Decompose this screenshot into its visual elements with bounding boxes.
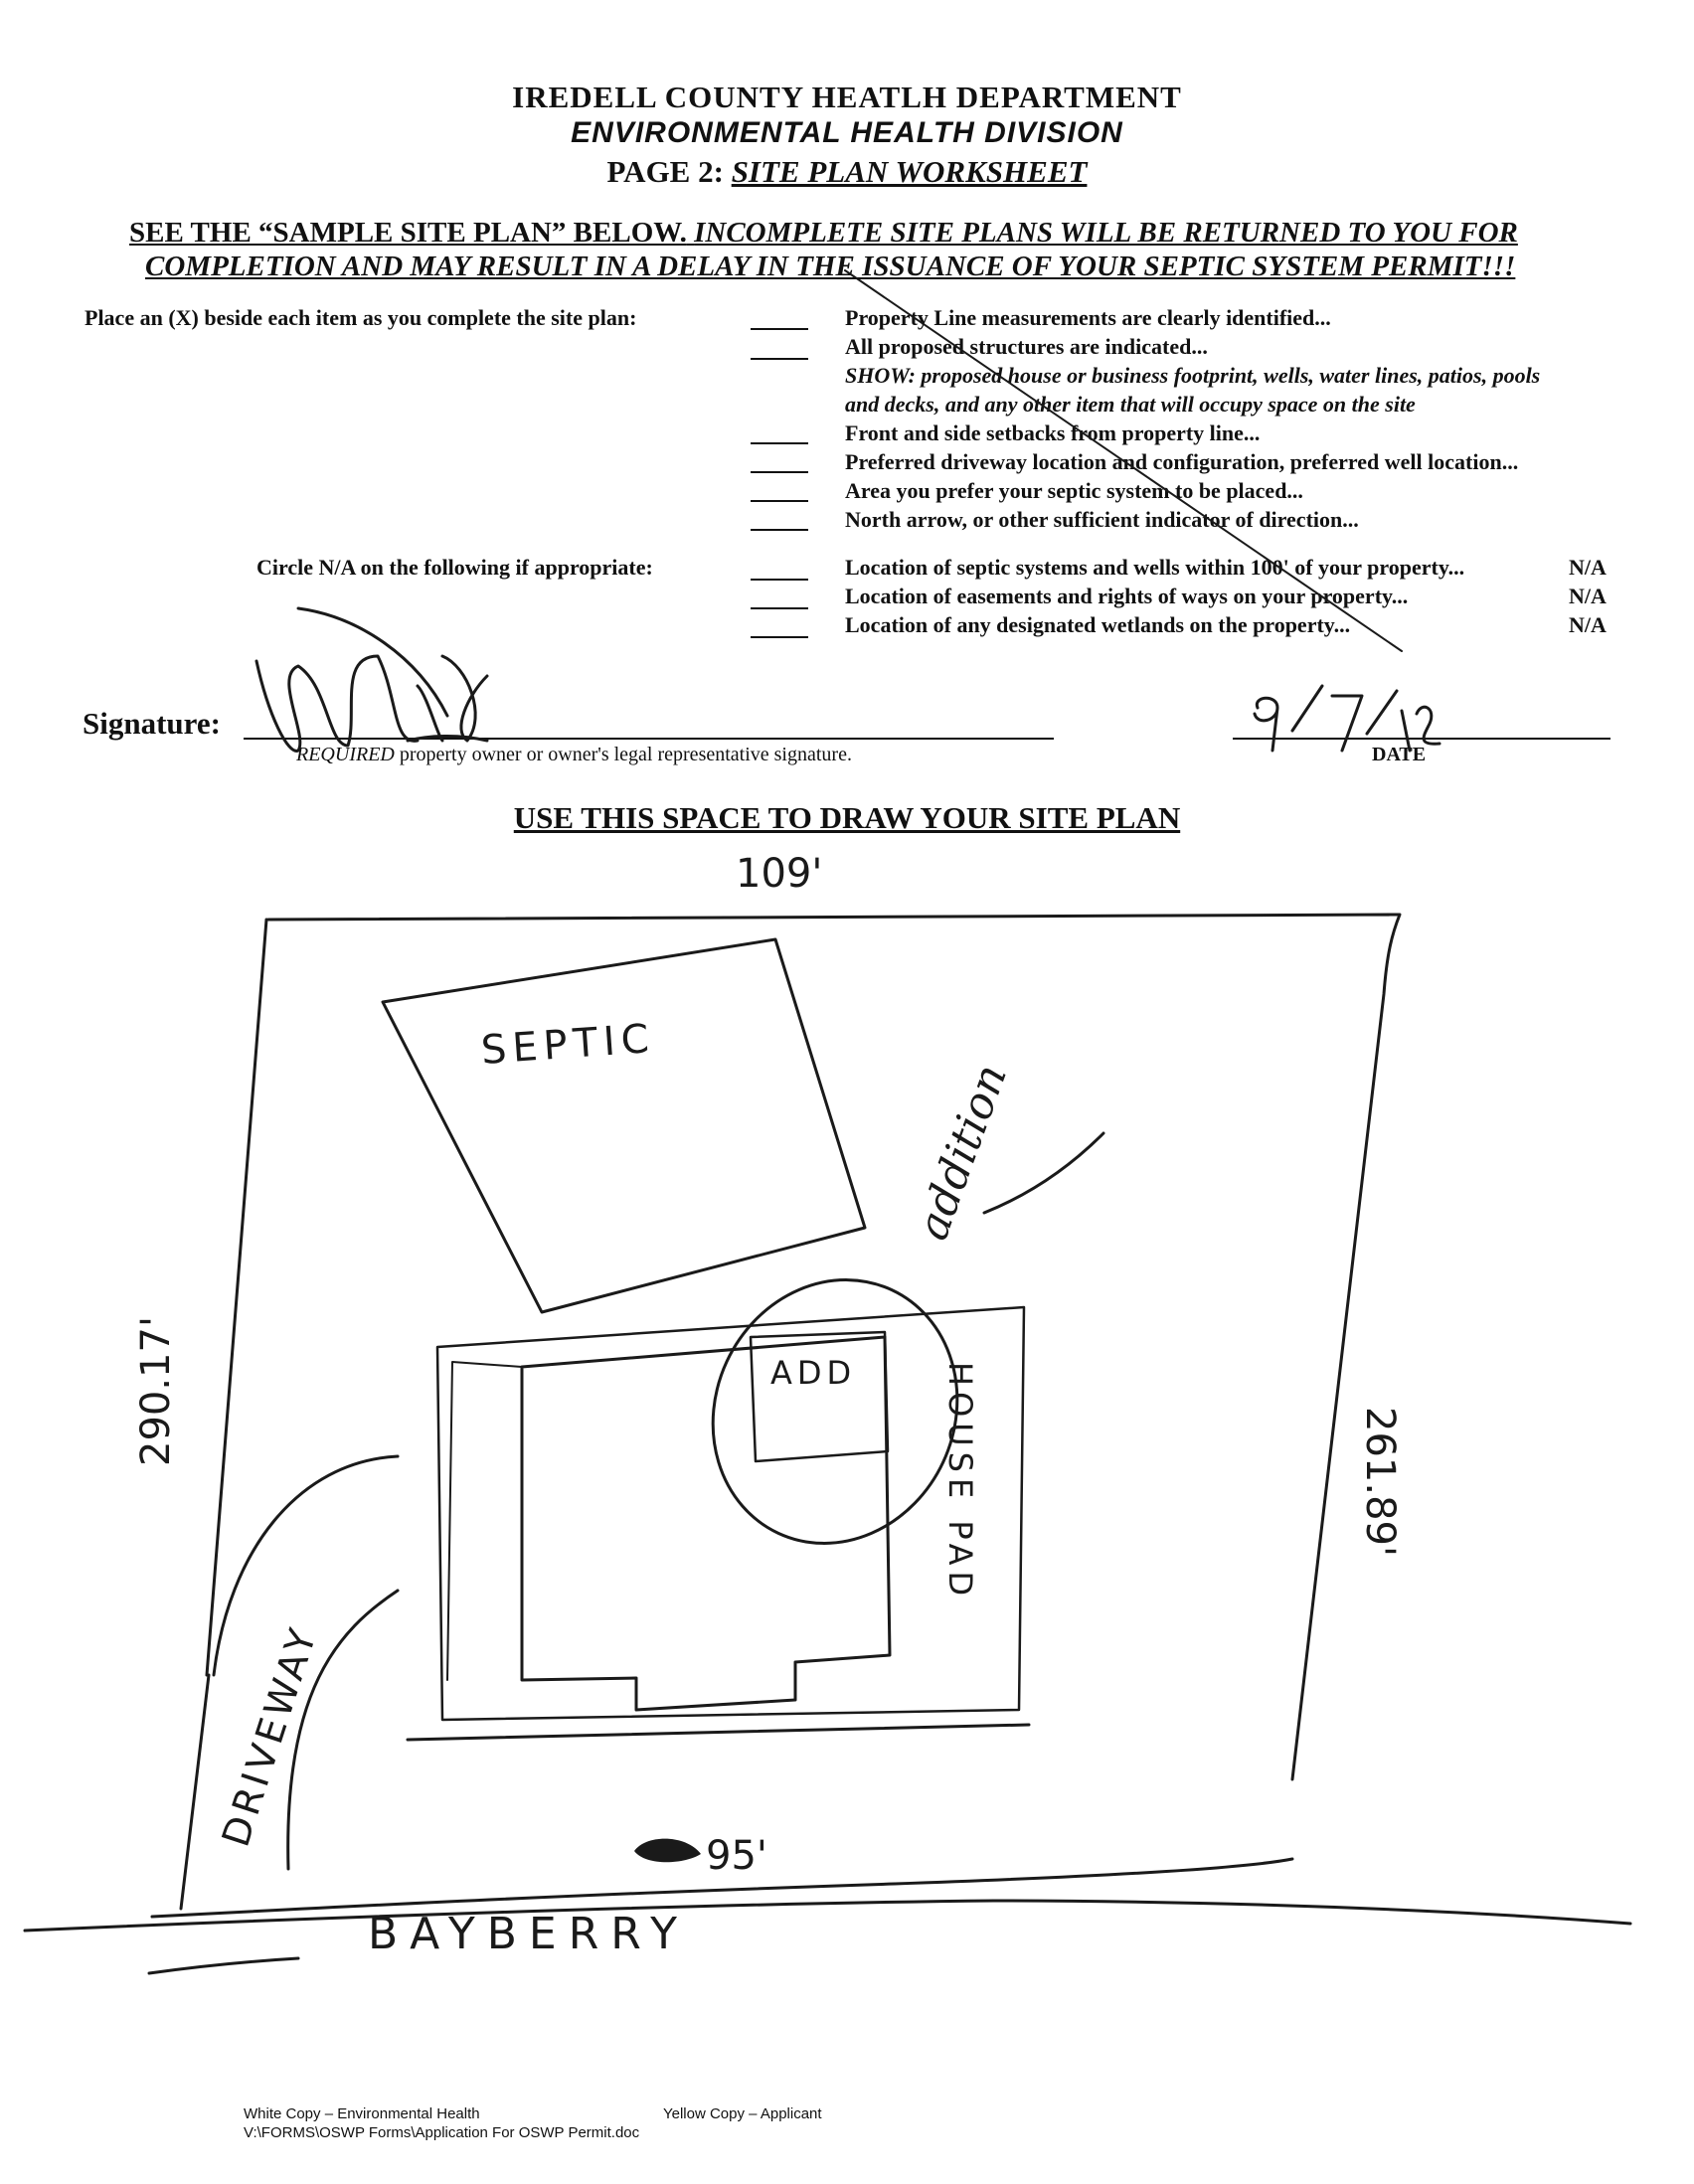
- road-label: BAYBERRY: [368, 1909, 689, 1959]
- show-label: SHOW:: [845, 363, 916, 388]
- signature-note-text: property owner or owner's legal representative signature.: [399, 744, 852, 765]
- right-measurement: 261.89': [1357, 1407, 1403, 1557]
- department-title: IREDELL COUNTY HEATLH DEPARTMENT: [512, 80, 1182, 114]
- required-label: REQUIRED: [296, 744, 395, 765]
- na-item: Location of septic systems and wells within 100' of your property...: [845, 555, 1465, 580]
- checklist-item: Property Line measurements are clearly identified...: [845, 305, 1331, 330]
- na-item: Location of any designated wetlands on the property...: [845, 612, 1351, 637]
- strike-line: [845, 270, 1402, 651]
- add-label: ADD: [770, 1354, 857, 1392]
- addition-box: [751, 1332, 888, 1461]
- checklist-instruction: Place an (X) beside each item as you complete the site plan:: [85, 305, 637, 330]
- house-footprint: [522, 1337, 890, 1710]
- house-pad-label: HOUSE PAD: [941, 1362, 979, 1602]
- house-setback-line: [408, 1725, 1029, 1740]
- road-edge-bottom: [149, 1958, 298, 1973]
- footer-white-copy: White Copy – Environmental Health: [244, 2105, 480, 2122]
- na-option[interactable]: N/A: [1569, 584, 1607, 608]
- na-instruction: Circle N/A on the following if appropriate:: [256, 555, 653, 580]
- show-instruction-line-2: and decks, and any other item that will occupy space on the site: [845, 392, 1416, 417]
- driveway-label: DRIVEWAY: [213, 1619, 326, 1852]
- warning-incomplete-text: INCOMPLETE SITE PLANS WILL BE RETURNED TO YOU FOR: [694, 217, 1518, 249]
- signature-scribble: [256, 608, 487, 751]
- property-line-left: [207, 920, 266, 1675]
- date-scribble: [1255, 686, 1440, 751]
- na-option[interactable]: N/A: [1569, 612, 1607, 637]
- house-pad: [437, 1307, 1024, 1720]
- checklist-item: Area you prefer your septic system to be placed...: [845, 478, 1303, 503]
- road-edge-top: [25, 1901, 1630, 1931]
- addition-label: addition: [907, 1058, 1018, 1247]
- worksheet-title: SITE PLAN WORKSHEET: [731, 154, 1088, 189]
- checklist-item: North arrow, or other sufficient indicator of direction...: [845, 507, 1359, 532]
- warning-sample-text: SEE THE “SAMPLE SITE PLAN” BELOW.: [129, 217, 687, 249]
- signature-label: Signature:: [83, 706, 221, 741]
- left-measurement: 290.17': [133, 1316, 179, 1466]
- checklist-item: Preferred driveway location and configuration, preferred well location...: [845, 449, 1519, 474]
- addition-arrow: [984, 1133, 1103, 1213]
- site-plan-title: USE THIS SPACE TO DRAW YOUR SITE PLAN: [513, 800, 1181, 835]
- crossed-out-scribble: [634, 1839, 701, 1863]
- bottom-measurement: 95': [706, 1833, 767, 1879]
- checklist-item: Front and side setbacks from property line...: [845, 420, 1261, 445]
- septic-label: SEPTIC: [479, 1015, 657, 1074]
- na-option[interactable]: N/A: [1569, 555, 1607, 580]
- show-text: proposed house or business footprint, wells, water lines, patios, pools: [921, 363, 1541, 388]
- warning-line-2: COMPLETION AND MAY RESULT IN A DELAY IN THE ISSUANCE OF YOUR SEPTIC SYSTEM PERMIT!!!: [145, 251, 1516, 282]
- septic-area: [383, 939, 865, 1312]
- footer-file-path: V:\FORMS\OSWP Forms\Application For OSWP Permit.doc: [244, 2124, 640, 2141]
- footer-yellow-copy: Yellow Copy – Applicant: [663, 2105, 822, 2122]
- checklist-item: All proposed structures are indicated...: [845, 334, 1208, 359]
- top-measurement: 109': [736, 851, 823, 897]
- division-title: ENVIRONMENTAL HEALTH DIVISION: [571, 116, 1123, 149]
- date-label: DATE: [1372, 744, 1427, 765]
- na-item: Location of easements and rights of ways on your property...: [845, 584, 1409, 608]
- page-number: PAGE 2:: [606, 154, 724, 189]
